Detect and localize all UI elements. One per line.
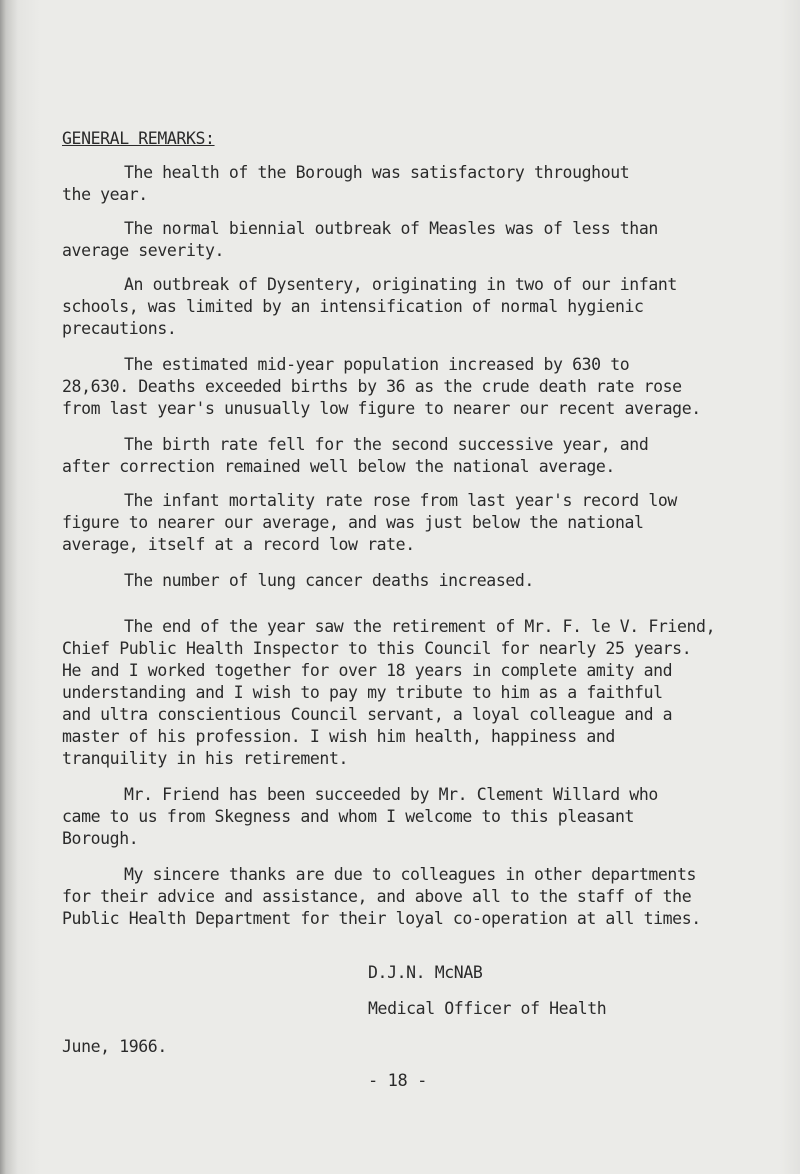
document-date: June, 1966. <box>62 1037 167 1056</box>
line: The number of lung cancer deaths increased. <box>124 571 534 590</box>
signature-name: D.J.N. McNAB <box>368 963 483 982</box>
section-heading: GENERAL REMARKS: <box>62 129 215 148</box>
paragraph-retirement <box>62 616 792 770</box>
paragraph-infant-mortality <box>62 490 792 556</box>
paragraph-birth-rate <box>62 434 792 478</box>
paragraph-dysentery <box>62 274 792 340</box>
paragraph-lung-cancer <box>62 570 792 592</box>
paragraph-successor <box>62 784 792 850</box>
line: Borough. <box>62 829 139 848</box>
line: understanding and I wish to pay my tribute to him as a faithful <box>62 683 663 702</box>
line: after correction remained well below the national average. <box>62 457 615 476</box>
paragraph-thanks <box>62 864 792 930</box>
line: The end of the year saw the retirement of Mr. F. le V. Friend, <box>124 617 716 636</box>
line: The birth rate fell for the second successive year, and <box>124 435 649 454</box>
line: The estimated mid-year population increased by 630 to <box>124 355 630 374</box>
line: schools, was limited by an intensification of normal hygienic <box>62 297 644 316</box>
line: precautions. <box>62 319 177 338</box>
line: tranquility in his retirement. <box>62 749 349 768</box>
line: The health of the Borough was satisfactory throughout <box>124 163 630 182</box>
paragraph-measles <box>62 218 792 262</box>
page-number: - 18 - <box>368 1071 428 1091</box>
line: The infant mortality rate rose from last year's record low <box>124 491 677 510</box>
line: the year. <box>62 185 148 204</box>
signature-title: Medical Officer of Health <box>368 999 607 1018</box>
line: from last year's unusually low figure to nearer our recent average. <box>62 399 701 418</box>
line: average, itself at a record low rate. <box>62 535 415 554</box>
line: 28,630. Deaths exceeded births by 36 as the crude death rate rose <box>62 377 682 396</box>
line: and ultra conscientious Council servant, a loyal colleague and a <box>62 705 673 724</box>
paragraph-population <box>62 354 792 420</box>
line: came to us from Skegness and whom I welcome to this pleasant <box>62 807 635 826</box>
line: Chief Public Health Inspector to this Council for nearly 25 years. <box>62 639 692 658</box>
line: Public Health Department for their loyal co-operation at all times. <box>62 909 701 928</box>
line: My sincere thanks are due to colleagues in other departments <box>124 865 697 884</box>
paragraph-health <box>62 162 792 206</box>
line: Mr. Friend has been succeeded by Mr. Clement Willard who <box>124 785 658 804</box>
line: average severity. <box>62 241 225 260</box>
line: The normal biennial outbreak of Measles was of less than <box>124 219 658 238</box>
line: He and I worked together for over 18 years in complete amity and <box>62 661 673 680</box>
line: figure to nearer our average, and was just below the national <box>62 513 644 532</box>
line: master of his profession. I wish him health, happiness and <box>62 727 615 746</box>
line: for their advice and assistance, and above all to the staff of the <box>62 887 692 906</box>
line: An outbreak of Dysentery, originating in two of our infant <box>124 275 677 294</box>
